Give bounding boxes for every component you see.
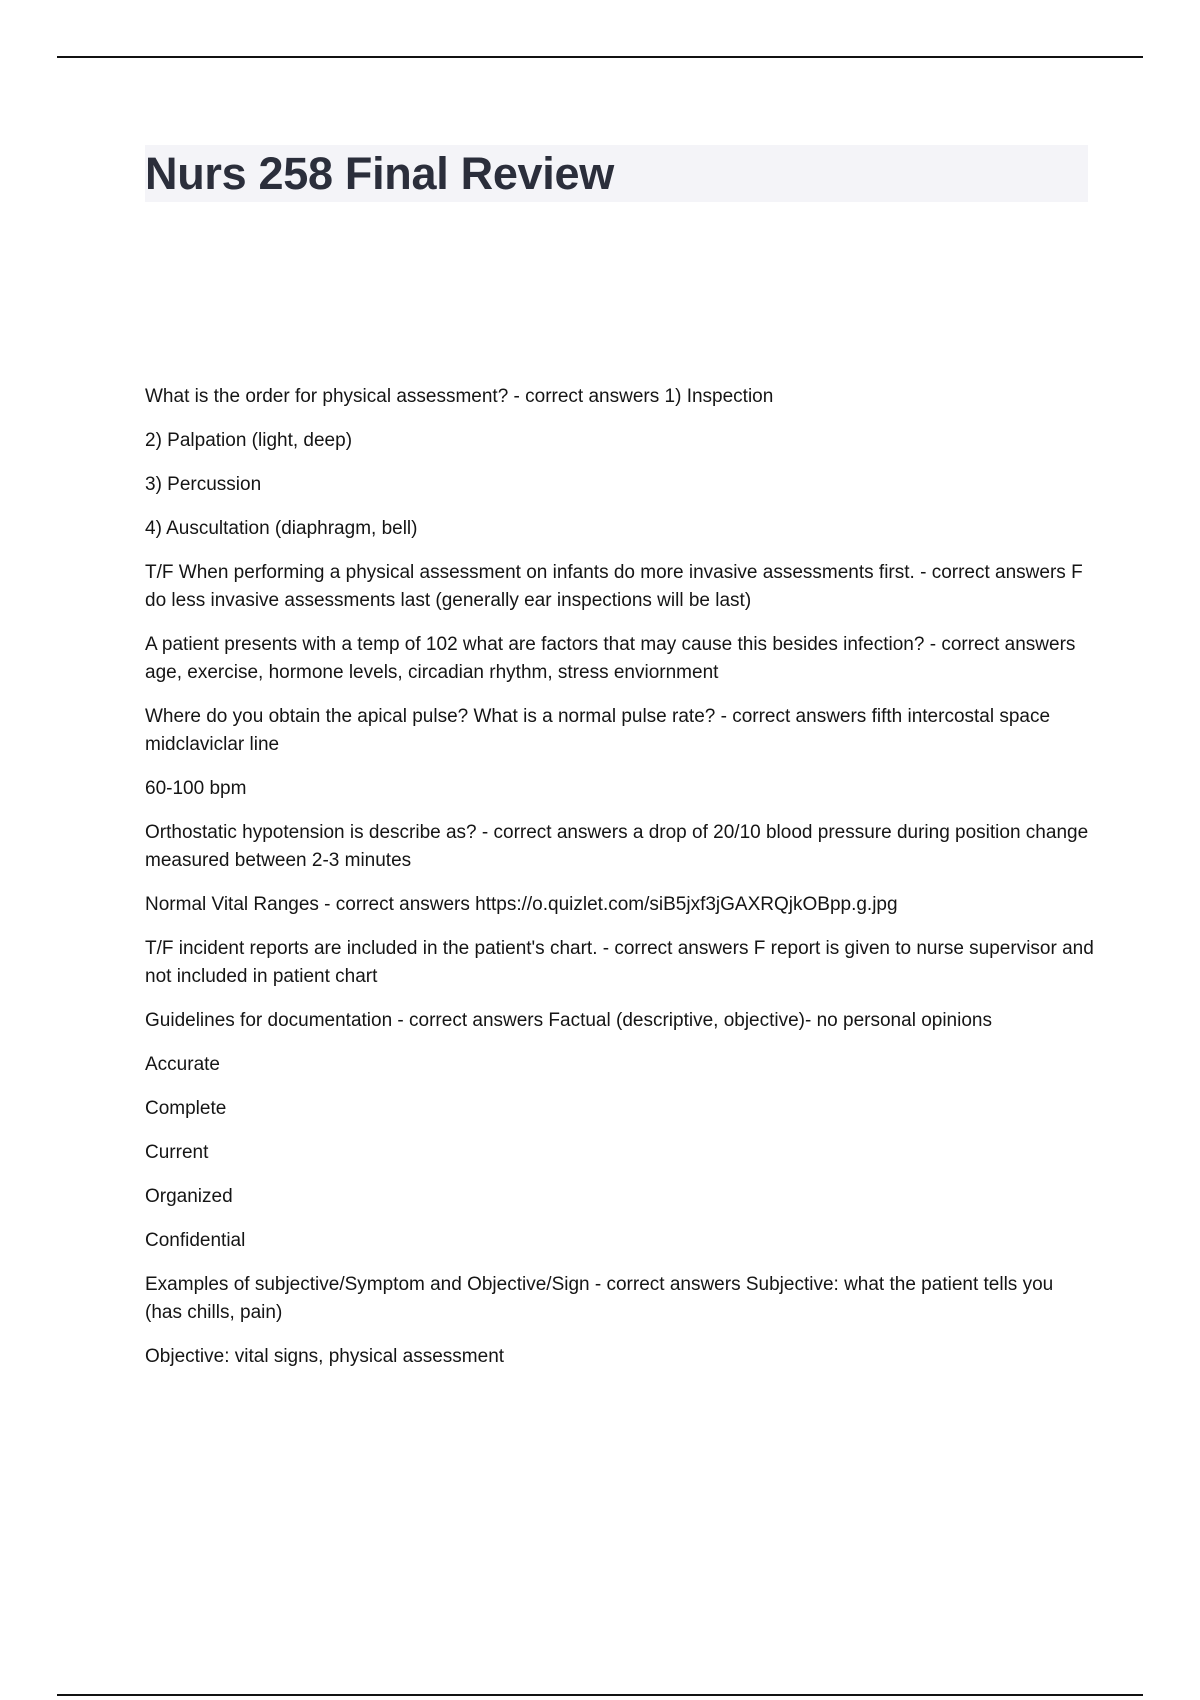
paragraph: Organized: [145, 1186, 233, 1207]
paragraph: Guidelines for documentation - correct answers Factual (descriptive, objective)- no personal opinions: [145, 1010, 992, 1031]
paragraph: 60-100 bpm: [145, 778, 247, 799]
top-rule: [57, 56, 1143, 58]
bottom-rule: [57, 1694, 1143, 1696]
paragraph: Examples of subjective/Symptom and Objective/Sign - correct answers Subjective: what the patient tells you (has chills, pain): [145, 1274, 1054, 1323]
paragraph: Current: [145, 1142, 209, 1163]
paragraph: 4) Auscultation (diaphragm, bell): [145, 518, 418, 539]
paragraph: Normal Vital Ranges - correct answers https://o.quizlet.com/siB5jxf3jGAXRQjkOBpp.g.jpg: [145, 894, 898, 915]
paragraph: T/F When performing a physical assessment on infants do more invasive assessments first. - correct answers F do less invasive assessments last (generally ear inspections will be last): [145, 562, 1083, 611]
paragraph: 3) Percussion: [145, 474, 262, 495]
page-title: Nurs 258 Final Review: [145, 148, 614, 199]
document-body: [145, 383, 1095, 1387]
title-banner: [145, 145, 1088, 202]
paragraph: What is the order for physical assessment? - correct answers 1) Inspection: [145, 386, 774, 407]
paragraph: Orthostatic hypotension is describe as? - correct answers a drop of 20/10 blood pressure during position change measured between 2-3 minutes: [145, 822, 1089, 871]
paragraph: Confidential: [145, 1230, 246, 1251]
paragraph: Complete: [145, 1098, 227, 1119]
paragraph: Where do you obtain the apical pulse? What is a normal pulse rate? - correct answers fifth intercostal space midclaviclar line: [145, 706, 1051, 755]
paragraph: Accurate: [145, 1054, 220, 1075]
paragraph: 2) Palpation (light, deep): [145, 430, 353, 451]
paragraph: Objective: vital signs, physical assessment: [145, 1346, 505, 1367]
paragraph: T/F incident reports are included in the patient's chart. - correct answers F report is given to nurse supervisor and not included in patient chart: [145, 938, 1094, 987]
paragraph: A patient presents with a temp of 102 what are factors that may cause this besides infection? - correct answers age, exercise, hormone levels, circadian rhythm, stress enviornment: [145, 634, 1076, 683]
